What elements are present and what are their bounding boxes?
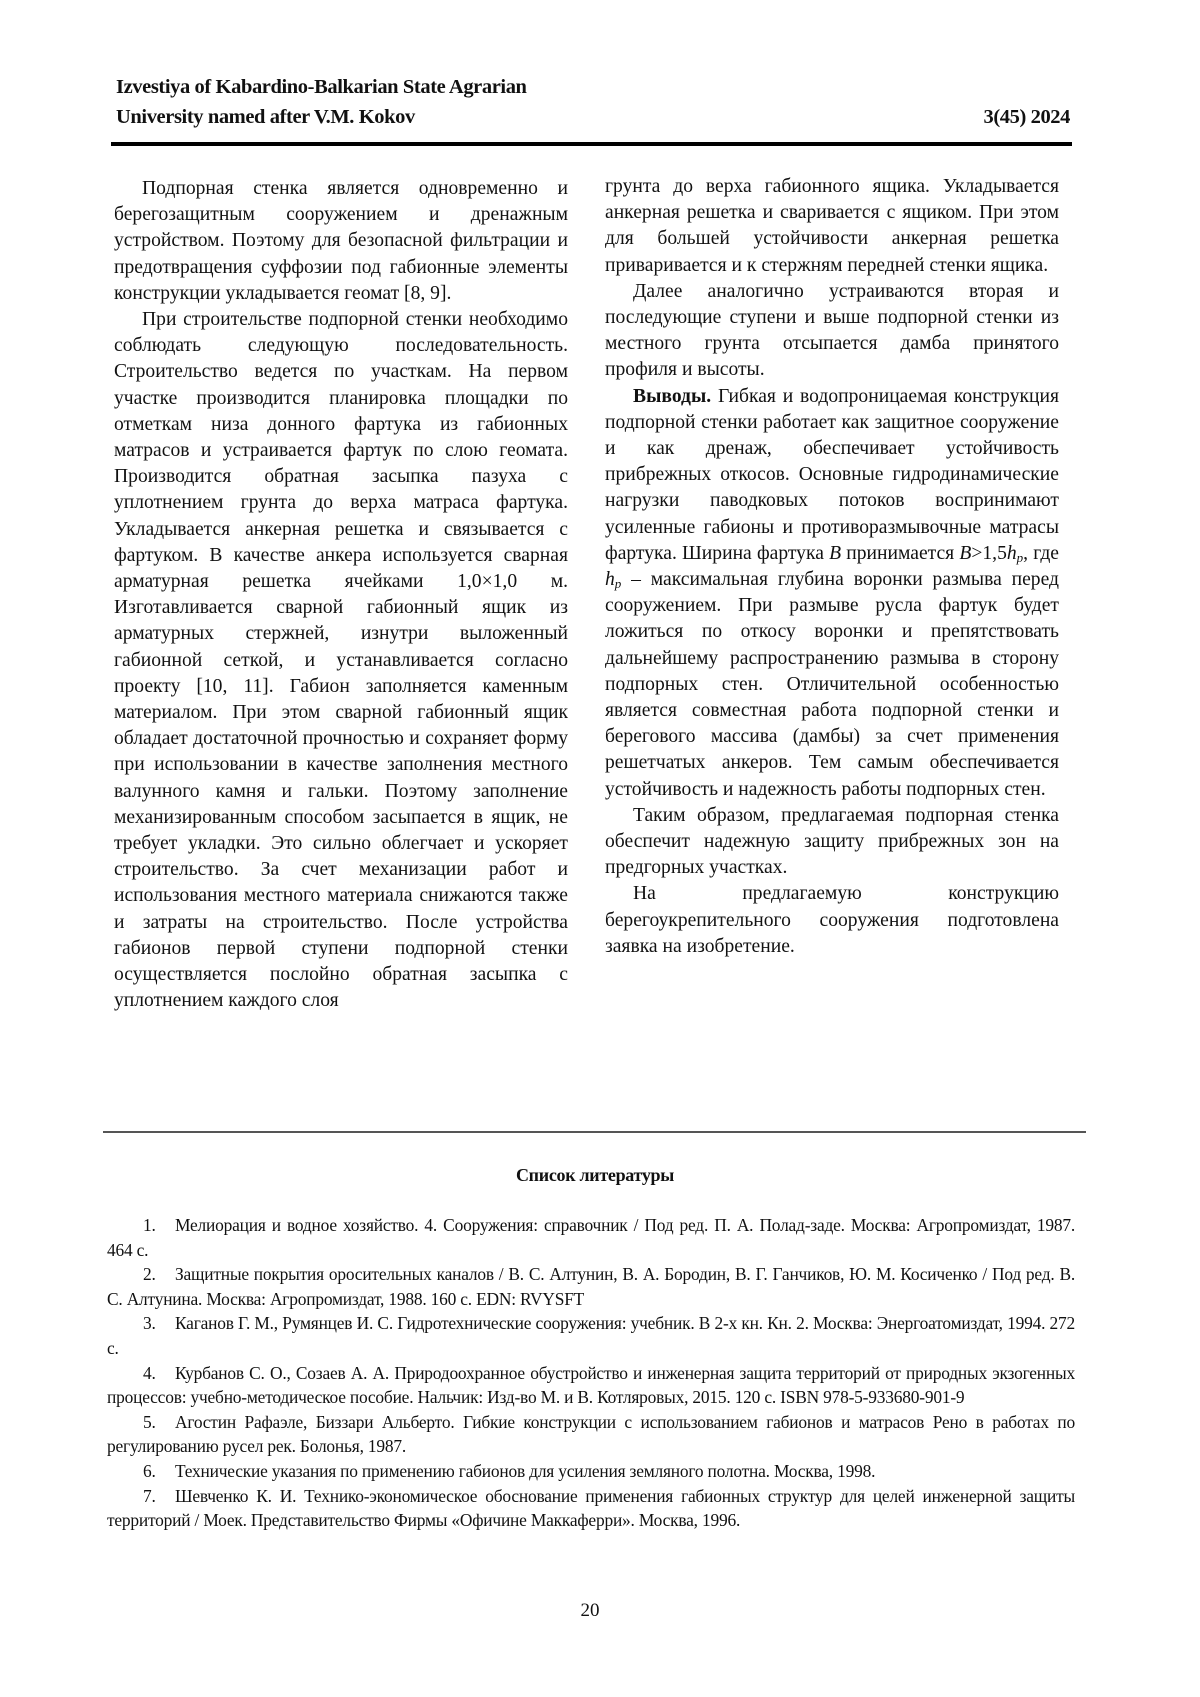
text-run: принимается <box>841 542 960 564</box>
reference-item <box>107 1484 1075 1533</box>
paragraph-continuation: грунта до верха габионного ящика. Укладывается анкерная решетка и сваривается с ящиком. При этом для большей устойчивости анкерная решетка приваривается и к стержням передней стенки ящика. <box>605 176 1059 276</box>
reference-number: 7. <box>143 1485 156 1506</box>
conclusions-label: Выводы. <box>633 385 712 407</box>
page-number: 20 <box>580 1600 600 1621</box>
left-column <box>114 176 568 1015</box>
reference-number: 2. <box>143 1264 156 1285</box>
paragraph: Таким образом, предлагаемая подпорная стенка обеспечит надежную защиту прибрежных зон на предгорных участках. <box>605 804 1059 879</box>
references-list <box>107 1213 1075 1533</box>
journal-title-line2: University named after V.M. Kokov <box>116 106 415 128</box>
reference-item <box>107 1262 1075 1311</box>
formula-text: >1,5 <box>971 542 1007 564</box>
reference-text: Курбанов С. О., Созаев А. А. Природоохранное обустройство и инженерная защита территорий от природных экзогенных процессов: учебно-методическое пособие. Нальчик: Изд-во М. и В. Котляровых, 2015. 120 с. ISBN 978-5-933680-901-9 <box>107 1362 1075 1408</box>
journal-title-line2-row <box>116 102 1070 132</box>
issue-number: 3(45) 2024 <box>983 106 1070 128</box>
text-run: , где <box>1023 542 1059 564</box>
reference-item <box>107 1459 1075 1484</box>
paragraph: На предлагаемую конструкцию берегоукрепительного сооружения подготовлена заявка на изобретение. <box>605 883 1059 957</box>
reference-number: 6. <box>143 1460 156 1481</box>
text-run: – максимальная глубина воронки размыва перед сооружением. При размыве русла фартук будет ложиться по откосу воронки и препятствовать дальнейшему распространению размыва в сторону подпорных стен. Отличительной особенностью является совместная работа подпорной стенки и берегового массива (дамбы) за счет применения решетчатых анкеров. Тем самым обеспечивается устойчивость и надежность работы подпорных стен. <box>605 569 1059 800</box>
reference-text: Каганов Г. М., Румянцев И. С. Гидротехнические сооружения: учебник. В 2-х кн. Кн. 2. Москва: Энергоатомиздат, 1994. 272 с. <box>107 1313 1075 1358</box>
reference-number: 1. <box>143 1215 156 1235</box>
references-title: Список литературы <box>515 1165 675 1185</box>
variable-subscript: p <box>614 576 622 592</box>
paragraph: Далее аналогично устраиваются вторая и последующие ступени и выше подпорной стенки из местного грунта отсыпается дамба принятого профиля и высоты. <box>605 280 1059 381</box>
reference-text: Агостин Рафаэле, Биззари Альберто. Гибкие конструкции с использованием габионов и матрасов Рено в работах по регулированию русел рек. Болонья, 1987. <box>107 1411 1075 1457</box>
right-column <box>605 174 1059 960</box>
reference-item <box>107 1361 1075 1410</box>
formula-subscript: p <box>1016 549 1024 565</box>
text-run: Гибкая и водопроницаемая конструкция подпорной стенки работает как защитное сооружение и как дренаж, обеспечивает устойчивость прибрежных откосов. Основные гидродинамические нагрузки паводковых потоков воспринимают усиленные габионы и противоразмывочные матрасы фартука. Ширина фартука <box>605 385 1059 564</box>
reference-number: 5. <box>143 1411 156 1432</box>
variable-h: h <box>605 569 615 591</box>
reference-item <box>107 1410 1075 1459</box>
paragraph: Подпорная стенка является одновременно и берегозащитным сооружением и дренажным устройством. Поэтому для безопасной фильтрации и предотвращения суффозии под габионные элементы конструкции укладывается геомат [8, 9]. <box>114 178 568 304</box>
reference-text: Технические указания по применению габионов для усиления земляного полотна. Москва, 1998. <box>175 1460 876 1481</box>
formula-h: h <box>1006 542 1017 564</box>
header-rule <box>111 142 1072 146</box>
journal-title-line1: Izvestiya of Kabardino-Balkarian State Agrarian <box>116 76 527 98</box>
variable-b: B <box>829 542 842 564</box>
running-header <box>116 72 1070 132</box>
reference-text: Мелиорация и водное хозяйство. 4. Сооружения: справочник / Под ред. П. А. Полад-заде. Москва: Агропромиздат, 1987. 464 с. <box>107 1215 1075 1260</box>
reference-text: Шевченко К. И. Технико-экономическое обоснование применения габионных структур для целей инженерной защиты территорий / Моек. Представительство Фирмы «Офичине Маккаферри». Москва, 1996. <box>107 1485 1075 1531</box>
reference-item <box>107 1213 1075 1262</box>
paragraph: При строительстве подпорной стенки необходимо соблюдать следующую последовательность. Строительство ведется по участкам. На первом участке производится планировка площадки по отметкам низа донного фартука из габионных матрасов и устраивается фартук по слою геомата. Производится обратная засыпка пазуха с уплотнением грунта до верха матраса фартука. Укладывается анкерная решетка и связывается с фартуком. В качестве анкера используется сварная арматурная решетка ячейками 1,0×1,0 м. Изготавливается сварной габионный ящик из арматурных стержней, изнутри выложенный габионной сеткой, и устанавливается согласно проекту [10, 11]. Габион заполняется каменным материалом. При этом сварной габионный ящик обладает достаточной прочностью и сохраняет форму при использовании в качестве заполнения местного валунного камня и гальки. Поэтому заполнение механизированным способом засыпается в ящик, не требует укладки. Это сильно облегчает и ускоряет строительство. За счет механизации работ и использования местного материала снижаются также и затраты на строительство. После устройства габионов первой ступени подпорной стенки осуществляется послойно обратная засыпка с уплотнением каждого слоя <box>114 309 568 1012</box>
reference-item <box>107 1311 1075 1360</box>
reference-number: 3. <box>143 1313 156 1334</box>
section-divider <box>103 1131 1086 1133</box>
reference-text: Защитные покрытия оросительных каналов / В. С. Алтунин, В. А. Бородин, В. Г. Ганчиков, Ю. М. Косиченко / Под ред. В. С. Алтунина. Москва: Агропромиздат, 1988. 160 с. EDN: RVYSFT <box>107 1264 1075 1309</box>
formula-b: B <box>959 542 972 564</box>
reference-number: 4. <box>143 1362 156 1383</box>
conclusions-paragraph <box>605 384 1059 803</box>
